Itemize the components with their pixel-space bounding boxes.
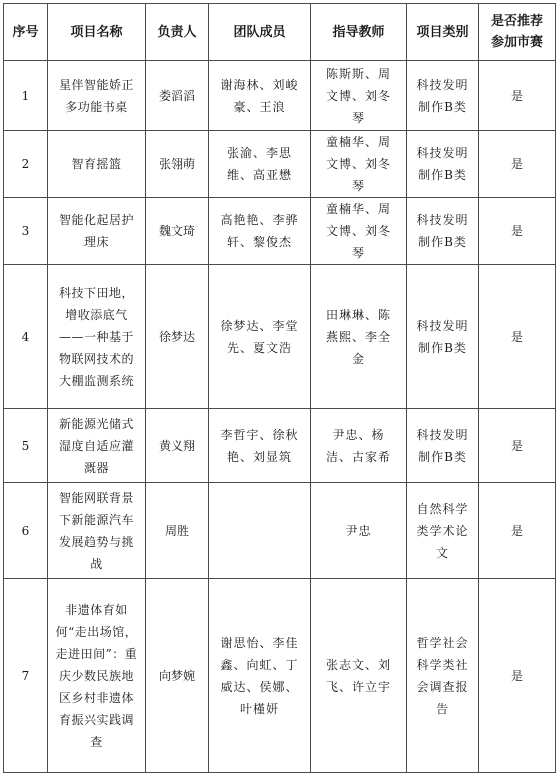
- cell-project: 新能源光储式湿度自适应灌溉器: [48, 409, 146, 483]
- header-row: [4, 4, 556, 61]
- cell-category: 科技发明制作B类: [407, 198, 479, 265]
- cell-recommend: 是: [479, 265, 556, 409]
- cell-project: 智育摇篮: [48, 131, 146, 198]
- cell-recommend: 是: [479, 198, 556, 265]
- cell-members: 谢海林、刘峻豪、王浪: [209, 61, 311, 131]
- cell-members: [209, 483, 311, 579]
- cell-leader: 周胜: [146, 483, 209, 579]
- cell-index: 6: [4, 483, 48, 579]
- cell-project: 智能网联背景下新能源汽车发展趋势与挑战: [48, 483, 146, 579]
- cell-advisors: 陈斯斯、周文博、刘冬琴: [311, 61, 407, 131]
- cell-recommend: 是: [479, 131, 556, 198]
- cell-project: 星伴智能娇正多功能书桌: [48, 61, 146, 131]
- cell-category: 自然科学类学术论文: [407, 483, 479, 579]
- cell-recommend: 是: [479, 61, 556, 131]
- cell-leader: 娄滔滔: [146, 61, 209, 131]
- table-row: [4, 579, 556, 773]
- header-category: 项目类别: [407, 4, 479, 61]
- cell-recommend: 是: [479, 483, 556, 579]
- header-project: 项目名称: [48, 4, 146, 61]
- cell-advisors: 张志文、刘飞、许立宇: [311, 579, 407, 773]
- header-index: 序号: [4, 4, 48, 61]
- cell-members: 徐梦达、李堂先、夏文浩: [209, 265, 311, 409]
- cell-index: 4: [4, 265, 48, 409]
- header-advisors: 指导教师: [311, 4, 407, 61]
- header-leader: 负责人: [146, 4, 209, 61]
- table-row: [4, 409, 556, 483]
- cell-members: 谢思怡、李佳鑫、向虹、丁威达、侯娜、叶槿妍: [209, 579, 311, 773]
- table-row: [4, 131, 556, 198]
- cell-leader: 徐梦达: [146, 265, 209, 409]
- cell-project: 非遗体育如何“走出场馆，走进田间”：重庆少数民族地区乡村非遗体育振兴实践调查: [48, 579, 146, 773]
- cell-leader: 向梦婉: [146, 579, 209, 773]
- cell-index: 7: [4, 579, 48, 773]
- cell-advisors: 尹忠、杨洁、古家希: [311, 409, 407, 483]
- cell-leader: 魏文琦: [146, 198, 209, 265]
- cell-members: 李哲宇、徐秋艳、刘显筑: [209, 409, 311, 483]
- cell-advisors: 童楠华、周文博、刘冬琴: [311, 131, 407, 198]
- table-row: [4, 265, 556, 409]
- table-row: [4, 483, 556, 579]
- cell-category: 科技发明制作B类: [407, 409, 479, 483]
- cell-advisors: 尹忠: [311, 483, 407, 579]
- cell-index: 2: [4, 131, 48, 198]
- header-members: 团队成员: [209, 4, 311, 61]
- cell-project: 科技下田地，增收添底气——一种基于物联网技术的大棚监测系统: [48, 265, 146, 409]
- cell-category: 科技发明制作B类: [407, 131, 479, 198]
- cell-members: 高艳艳、李骅轩、黎俊杰: [209, 198, 311, 265]
- table-row: [4, 61, 556, 131]
- cell-recommend: 是: [479, 409, 556, 483]
- cell-members: 张渝、李思维、高亚懋: [209, 131, 311, 198]
- cell-category: 哲学社会科学类社会调查报告: [407, 579, 479, 773]
- cell-advisors: 童楠华、周文博、刘冬琴: [311, 198, 407, 265]
- table-row: [4, 198, 556, 265]
- cell-leader: 张翎萌: [146, 131, 209, 198]
- cell-recommend: 是: [479, 579, 556, 773]
- cell-project: 智能化起居护理床: [48, 198, 146, 265]
- header-recommend: 是否推荐参加市赛: [479, 4, 556, 61]
- cell-category: 科技发明制作B类: [407, 61, 479, 131]
- cell-advisors: 田琳琳、陈燕熙、李全金: [311, 265, 407, 409]
- cell-index: 1: [4, 61, 48, 131]
- cell-leader: 黄义翔: [146, 409, 209, 483]
- project-table: [3, 3, 556, 773]
- cell-index: 5: [4, 409, 48, 483]
- cell-index: 3: [4, 198, 48, 265]
- cell-category: 科技发明制作B类: [407, 265, 479, 409]
